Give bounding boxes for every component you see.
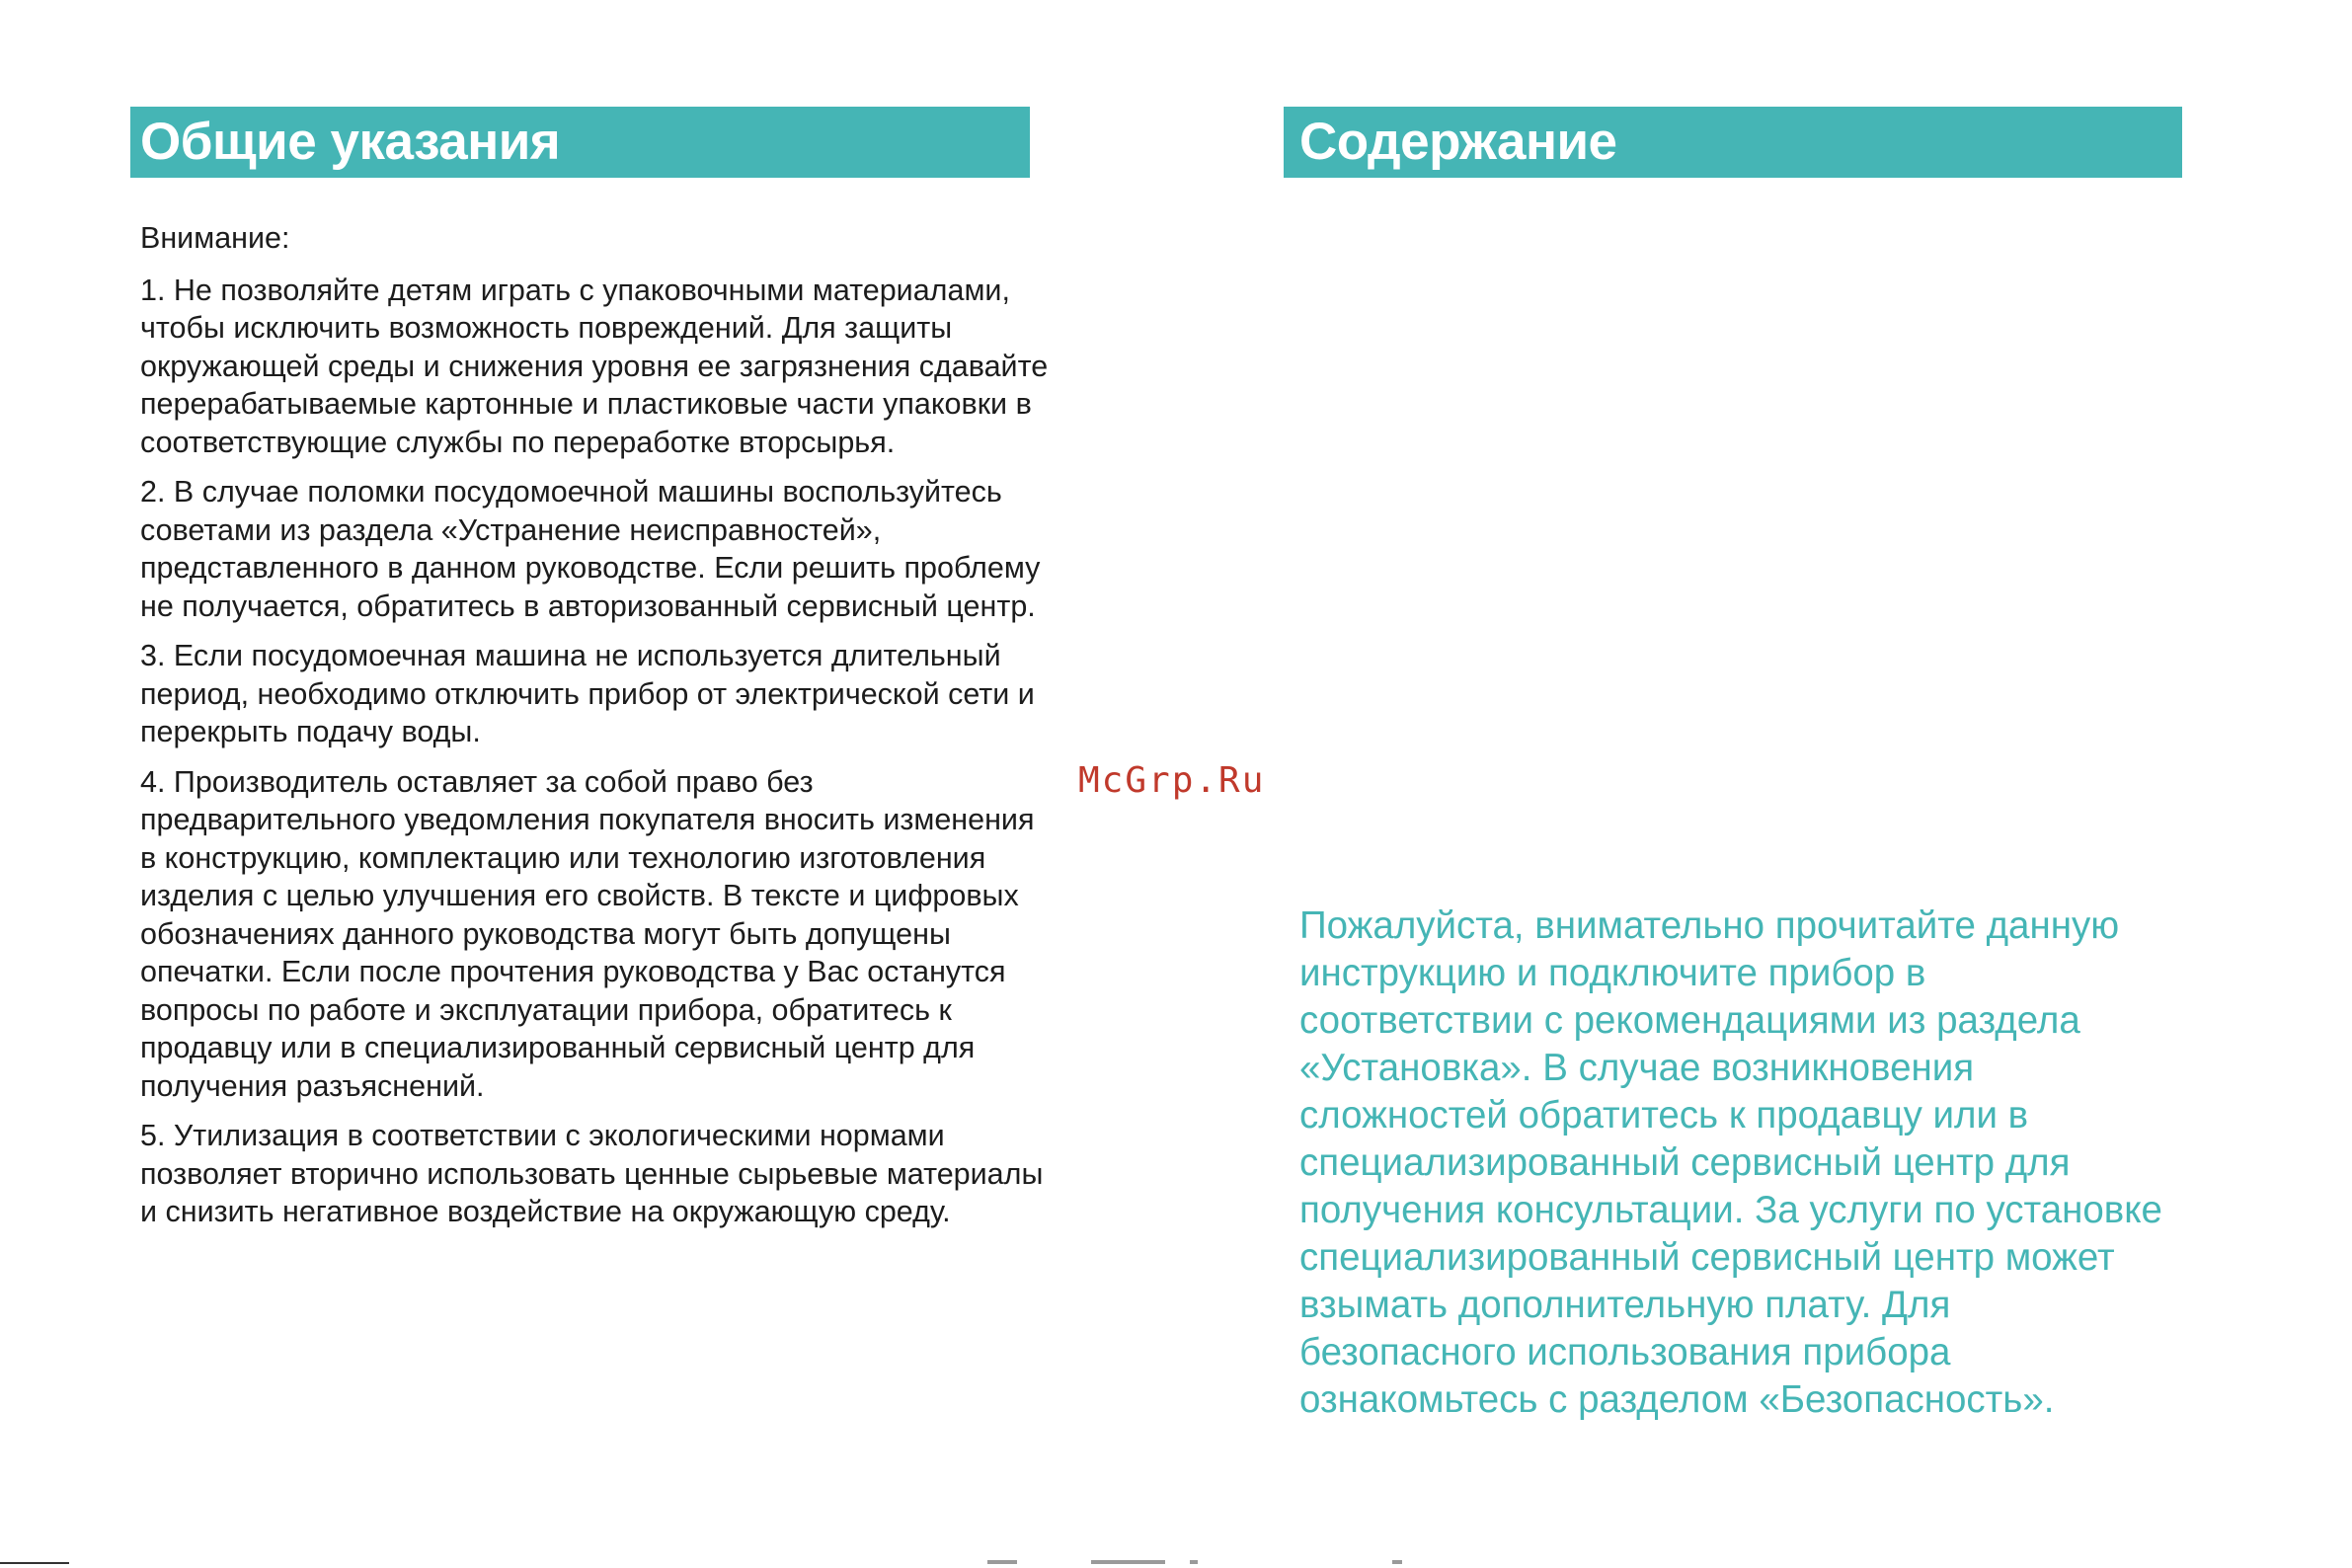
footer-divider: [0, 1562, 69, 1564]
instruction-item-4: 4. Производитель оставляет за собой право без предварительного уведомления покупателя вносить изменения в конструкцию, комплектацию или технологию изготовления изделия с целью улучшения его свойств. В тексте и цифровых обозначениях данного руководства могут быть допущены опечатки. Если после прочтения руководства у Вас останутся вопросы по работе и эксплуатации прибора, обратитесь к продавцу или в специализированный сервисный центр для получения разъяснений.: [140, 764, 1035, 1103]
reading-notice: Пожалуйста, внимательно прочитайте данную инструкцию и подключите прибор в соответствии с рекомендациями из раздела «Установка». В случае возникновения сложностей обратитесь к продавцу или в специализированный сервисный центр для получения консультации. За услуги по установке специализированный сервисный центр может взымать дополнительную плату. Для безопасного использования прибора ознакомьтесь с разделом «Безопасность».: [1299, 904, 2162, 1421]
general-instructions-body: [140, 219, 1049, 1243]
footer-mark: [1392, 1560, 1402, 1564]
footer-mark: [1091, 1560, 1165, 1564]
section-header-contents: [1284, 107, 2182, 178]
attention-label: Внимание:: [140, 221, 290, 255]
watermark: McGrp.Ru: [1078, 760, 1266, 801]
footer-mark: [1190, 1560, 1198, 1564]
section-header-contents-title: Содержание: [1299, 113, 1617, 171]
section-header-general-title: Общие указания: [140, 113, 561, 171]
instruction-item-3: 3. Если посудомоечная машина не используется длительный период, необходимо отключить прибор от электрической сети и перекрыть подачу воды.: [140, 639, 1035, 748]
footer-mark: [987, 1560, 1017, 1564]
instruction-item-2: 2. В случае поломки посудомоечной машины воспользуйтесь советами из раздела «Устранение неисправностей», представленного в данном руководстве. Если решить проблему не получается, обратитесь в авторизованный сервисный центр.: [140, 475, 1041, 623]
section-header-general: [130, 107, 1030, 178]
instruction-item-5: 5. Утилизация в соответствии с экологическими нормами позволяет вторично использовать ценные сырьевые материалы и снизить негативное воздействие на окружающую среду.: [140, 1119, 1044, 1228]
instruction-item-1: 1. Не позволяйте детям играть с упаковочными материалами, чтобы исключить возможность повреждений. Для защиты окружающей среды и снижения уровня ее загрязнения сдавайте перерабатываемые картонные и пластиковые части упаковки в соответствующие службы по переработке вторсырья.: [140, 273, 1049, 459]
